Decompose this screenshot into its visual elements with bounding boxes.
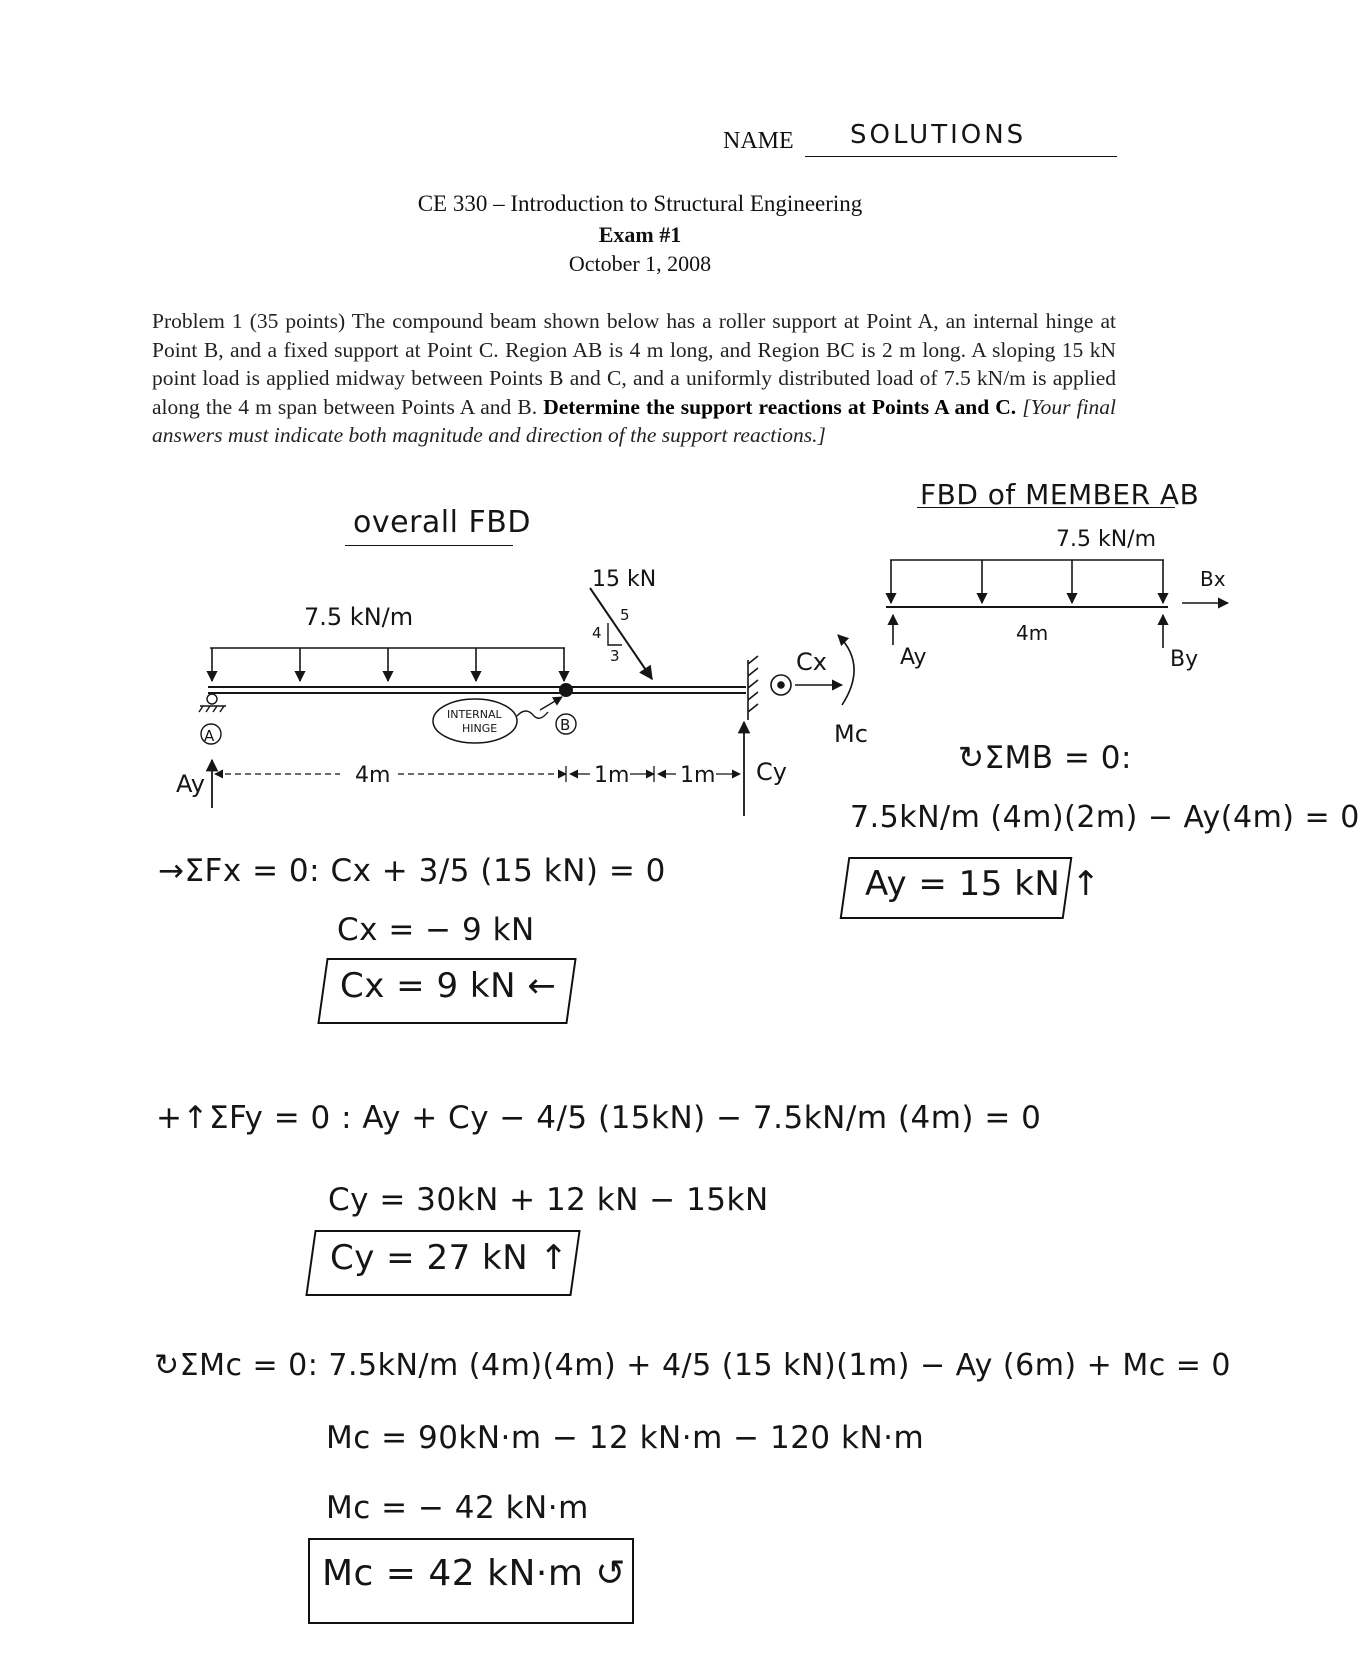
mc-value-2: Mc = − 42 kN·m <box>326 1490 589 1526</box>
point-load-label: 15 kN <box>592 567 657 592</box>
ab-ay-label: Ay <box>900 645 927 670</box>
label-a: A <box>204 727 215 745</box>
cy-value: Cy = 30kN + 12 kN − 15kN <box>328 1182 769 1218</box>
course-title: CE 330 – Introduction to Structural Engineering <box>417 191 863 216</box>
cx-label: Cx <box>796 648 827 676</box>
hinge-note-1: INTERNAL <box>447 708 502 721</box>
mc-label: Mc <box>834 720 868 748</box>
cy-label: Cy <box>756 758 787 786</box>
name-label: NAME <box>723 128 794 154</box>
slope-hyp: 5 <box>620 606 630 624</box>
ay-answer: Ay = 15 kN ↑ <box>865 864 1101 904</box>
mc-equation: ↻ΣMc = 0: 7.5kN/m (4m)(4m) + 4/5 (15 kN)(1m) − Ay (6m) + Mc = 0 <box>154 1348 1232 1383</box>
exam-date: October 1, 2008 <box>568 251 712 276</box>
cx-answer: Cx = 9 kN ← <box>340 966 557 1006</box>
bx-label: Bx <box>1200 567 1226 591</box>
slope-horiz: 3 <box>610 647 620 665</box>
ab-udl-arrows <box>890 560 1164 603</box>
fx-equation: →ΣFx = 0: Cx + 3/5 (15 kN) = 0 <box>158 853 666 889</box>
mc-answer: Mc = 42 kN·m ↺ <box>322 1553 627 1594</box>
overall-fbd-title: overall FBD <box>353 505 531 540</box>
ab-fbd-title: FBD of MEMBER AB <box>920 478 1200 511</box>
fy-equation: +↑ΣFy = 0 : Ay + Cy − 4/5 (15kN) − 7.5kN/m (4m) = 0 <box>156 1100 1042 1136</box>
cx-value: Cx = − 9 kN <box>337 912 535 948</box>
hinge-note-2: HINGE <box>462 722 498 735</box>
ab-span-label: 4m <box>1016 621 1049 645</box>
slope-vert: 4 <box>592 624 602 642</box>
ay-label: Ay <box>176 770 205 798</box>
mb-equation-title: ↻ΣMB = 0: <box>958 740 1132 776</box>
problem-note: [Your final answers must indicate both magnitude and direction of the support reactions.] <box>152 394 1117 447</box>
dim-ab: 4m <box>355 763 391 788</box>
dim-b1: 1m <box>594 763 630 788</box>
label-b: B <box>560 716 571 734</box>
dim-b2: 1m <box>680 763 716 788</box>
by-label: By <box>1170 647 1199 672</box>
cy-answer: Cy = 27 kN ↑ <box>330 1238 569 1278</box>
ab-udl-label: 7.5 kN/m <box>1056 527 1157 552</box>
udl-label: 7.5 kN/m <box>304 603 414 631</box>
problem-task: Determine the support reactions at Points A and C. <box>543 394 1017 419</box>
problem-intro: Problem 1 (35 points) The compound beam shown below has a roller support at Point A, an internal hinge at Point B, and a fixed support at Point C. Region AB is 4 m long, and Region BC is 2 m long. A sloping 15 kN point load is applied midway between Points B and C, and a uniformly distributed load of 7.5 kN/m is applied along the 4 m span between Points A and B. <box>152 309 1116 419</box>
name-value: SOLUTIONS <box>850 120 1027 150</box>
mb-equation: 7.5kN/m (4m)(2m) − Ay(4m) = 0 <box>850 800 1360 835</box>
mc-value-1: Mc = 90kN·m − 12 kN·m − 120 kN·m <box>326 1420 925 1456</box>
exam-title: Exam #1 <box>598 222 682 247</box>
